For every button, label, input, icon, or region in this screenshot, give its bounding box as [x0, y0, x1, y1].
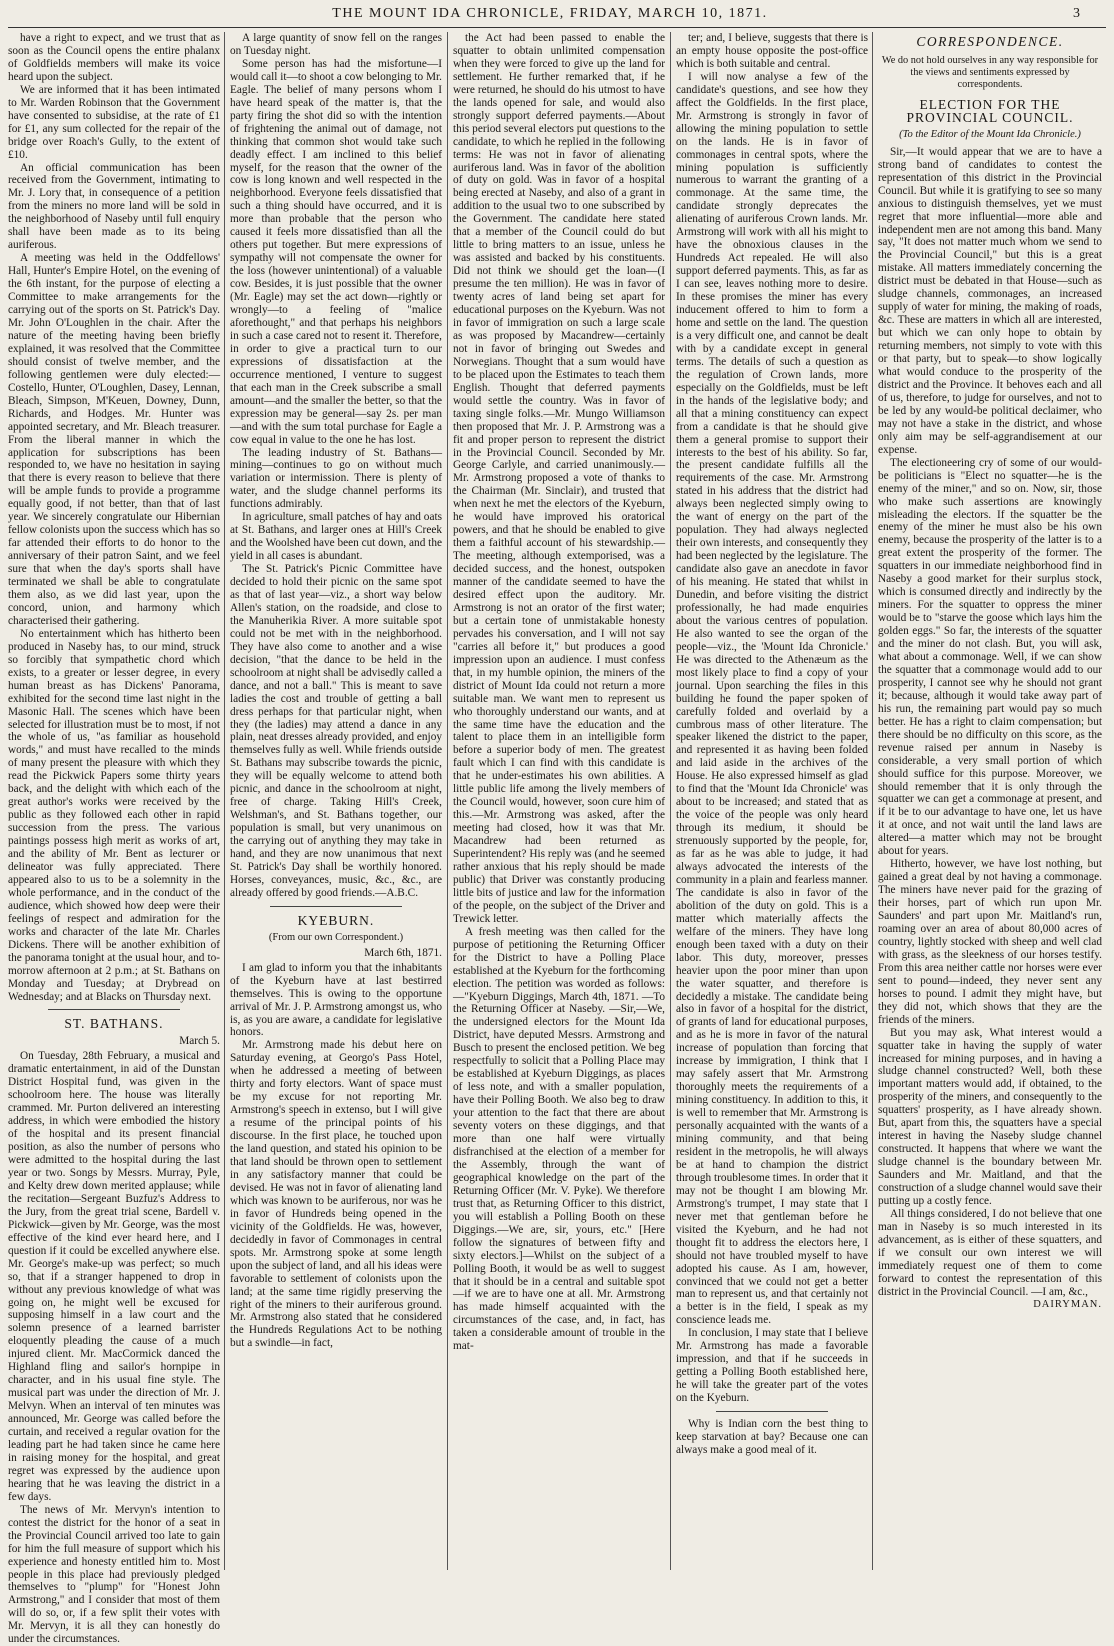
- paragraph: Hitherto, however, we have lost nothing, but gained a great deal by not having a commonage. The miners have never paid for the grazing of their horses, part of which run upon Mr. Saunders' and part upon Mr. Maitland's run, roaming over an area of about 80,000 acres of country, lightly stocked with sheep and well clad with grass, as the sleekness of our horses testify. From this area neither cattle nor horses were ever sent to pound—indeed, they never sent any horses to pound. I admit they might have, but they did not, which shows that they are the friends of the miners.: [878, 858, 1102, 1026]
- masthead-title: THE MOUNT IDA CHRONICLE, FRIDAY, MARCH 10, 1871.: [332, 6, 768, 21]
- letter-title: ELECTION FOR THE PROVINCIAL COUNCIL.: [906, 96, 1074, 125]
- column-1: [8, 32, 220, 1646]
- paragraph: The news of Mr. Mervyn's intention to contest the district for the honor of a seat in the Provincial Council arrived too late to gain for him the full measure of support which his experience and honesty entitled him to. Most people in this place had previously pledged themselves to "plump" for "Honest John Armstrong," and I consider that most of them will do so, or, if a few split their votes with Mr. Mervyn, it is all they can honestly do under the circumstances.: [8, 1503, 220, 1646]
- disclaimer-note: We do not hold ourselves in any way responsible for the views and sentiments expressed by correspondents.: [881, 54, 1099, 90]
- paragraph: The leading industry of St. Bathans—mining—continues to go on without much variation or intermission. There is plenty of water, and the sludge channel performs its functions admirably.: [230, 446, 442, 511]
- paragraph: A meeting was held in the Oddfellows' Hall, Hunter's Empire Hotel, on the evening of the 6th instant, for the purpose of electing a Committee to make arrangements for the carrying out of the sports on St. Patrick's Day. Mr. John O'Loughlen in the chair. After the nature of the meeting having been briefly explained, it was resolved that the Committee should consist of twelve member, and the following gentlemen were duly elected:—Costello, Hunter, O'Loughlen, Dasey, Lennan, Bleach, Simpson, M'Keuen, Downey, Dunn, Richards, and Hodges. Mr. Hunter was appointed secretary, and Mr. Bleach treasurer. From the liberal manner in which the application for subscriptions has been responded to, we have no hesitation in saying that there is every reason to believe that there will be ample funds to provide a programme equally good, if not better, than that of last year. We sincerely congratulate our Hibernian fellow colonists upon the success which has so far attended their efforts to do honor to the anniversary of their patron Saint, and we feel sure that when the day's sports shall have terminated we shall be able to congratulate them also, as we did last year, upon the concord, union, and harmony which characterised their gathering.: [8, 252, 220, 627]
- paragraph: The electioneering cry of some of our would-be politicians is "Elect no squatter—he is the enemy of the miner," and so on. Now, sir, those who make such assertions are knowingly misleading the electors. If the squatter be the enemy of the miner he must also be his own enemy, because the prosperity of the latter is to a great extent the prosperity of the former. The squatters in our immediate neighborhood find in Naseby a good market for their surplus stock, which is consumed directly and indirectly by the miners. For the squatter to oppress the miner would be to "starve the goose which lays him the golden eggs." So far, the interests of the squatter and the miner do not clash. But, you will ask, what about a commonage. Well, if we can show the squatter that a commonage would add to our prosperity, I cannot see why he should not grant it; because, although it would take away part of his run, the remaining part would pay so much better. He has a right to claim compensation; but there should be no difficulty on this score, as the revenue raised per annum in Naseby is considerable, a very small portion of which should suffice for this purpose. Moreover, we should remember that it is only through the squatter we can get a commonage at present, and if it be to our advantage to have one, let us have it at once, and not wait until the land laws are altered—a matter which may not be brought about for years.: [878, 456, 1102, 858]
- paragraph: In agriculture, small patches of hay and oats at St. Bathans, and larger ones at Hill's Creek and the Woolshed have been cut down, and the yield in all cases is abundant.: [230, 511, 442, 563]
- masthead: [0, 0, 1114, 30]
- paragraph: A fresh meeting was then called for the purpose of petitioning the Returning Officer for the District to have a Polling Place established at the Kyeburn for the forthcoming election. The petition was worded as follows:—"Kyeburn Diggings, March 4th, 1871. —To the Returning Officer at Naseby. —Sir,—We, the undersigned electors for the Mount Ida District, have deputed Messrs. Armstrong and Busch to present the enclosed petition. We beg respectfully to solicit that a Polling Place may be established at Kyeburn Diggings, as places of less note, and with a smaller population, have their Polling Booth. We also beg to draw your attention to the fact that there are about seventy voters on these diggings, and that more than one half were virtually disfranchised at the election of a member for the Assembly, through the want of geographical knowledge on the part of the Returning Officer (Mr. V. Pyke). We therefore trust that, as Returning Officer to this district, you will establish a Polling Booth on these Diggings.—We are, sir, yours, etc." [Here follow the signatures of between fifty and sixty electors.]—Whilst on the subject of a Polling Booth, it would be as well to suggest that it should be in a central and suitable spot—if we are to have one at all. Mr. Armstrong has made himself acquainted with the circumstances of the case, and, in fact, has taken a considerable amount of trouble in the mat-: [453, 925, 665, 1353]
- dateline: March 6th, 1871.: [364, 946, 442, 959]
- paragraph: The St. Patrick's Picnic Committee have decided to hold their picnic on the same spot as that of last year—viz., a short way below Allen's station, on the roadside, and close to the Manuherikia River. A more suitable spot could not be met with in the neighborhood. They have also come to another and a wise decision, "that the dance to be held in the schoolroom at night shall be advisedly called a dance, and not a ball." This is meant to save ladies the cost and trouble of getting a ball dress perhaps for that particular night, when they (the ladies) may attend a dance in any plain, neat dresses already provided, and enjoy themselves fully as well. While friends outside St. Bathans may subscribe towards the picnic, they will be equally welcome to attend both picnic, and dance in the schoolroom at night, free of charge. Taking Hill's Creek, Welshman's, and St. Bathans together, our population is small, but very unanimous on the carrying out of anything they may take in hand, and they are now unanimous that next St. Patrick's Day shall be worthily honored. Horses, conveyances, music, &c., &c., are already offered by good friends.—A.B.C.: [230, 563, 442, 899]
- paragraph: An official communication has been received from the Government, intimating to Mr. J. Lory that, in consequence of a petition from the miners no more land will be sold in the neighborhood of Naseby until full enquiry shall have been made as to its being auriferous.: [8, 161, 220, 252]
- column-divider: [447, 32, 448, 1570]
- paragraph: Mr. Armstrong made his debut here on Saturday evening, at Georgo's Pass Hotel, when he addressed a meeting of between thirty and forty electors. Want of space must be my excuse for not reporting Mr. Armstrong's speech in extenso, but I will give a resume of the principal points of his discourse. In the first place, he touched upon the land question, and stated his opinion to be that land should be thrown open to settlement in any satisfactory manner that could be devised. He was not in favor of alienating land which was known to be auriferous, nor was he in favor of Hundreds being opened in the vicinity of the Goldfields. He was, however, decidedly in favor of Commonages in central spots. Mr. Armstrong spoke at some length upon the subject of land, and all his ideas were favorable to settlement of colonists upon the land; at the same time rigidly preserving the right of the miners to their auriferous ground. Mr. Armstrong also stated that he considered the Hundreds Regulations Act to be nothing but a swindle—in fact,: [230, 1039, 442, 1350]
- column-2: [230, 32, 442, 1570]
- column-divider: [670, 32, 671, 1570]
- column-divider: [224, 32, 225, 1570]
- letter-address: (To the Editor of the Mount Ida Chronicle.): [899, 128, 1081, 140]
- page-number: 3: [1073, 6, 1080, 21]
- section-rule: [270, 906, 402, 907]
- paragraph: ter; and, I believe, suggests that there is an empty house opposite the post-office which is both suitable and central.: [676, 32, 868, 70]
- section-rule: [716, 1411, 828, 1412]
- dateline: March 5.: [179, 1035, 220, 1048]
- letter-signature: DAIRYMAN.: [1033, 1298, 1102, 1310]
- section-heading: CORRESPONDENCE.: [916, 34, 1064, 49]
- section-subheading: (From our own Correspondent.): [268, 931, 404, 943]
- paragraph: the Act had been passed to enable the squatter to obtain unlimited compensation when they were forced to give up the land for settlement. He further remarked that, if he were returned, he should do his utmost to have the lands opened for sale, and would also strongly support deferred payments.—About this period several electors put questions to the candidate, to which he replied in the following terms: He was not in favor of alienating auriferous land. Was in favor of the abolition of duty on gold. Was in favor of a hospital being erected at Naseby, and also of a grant in addition to the usual two to one subscribed by the Government. The candidate here stated that a member of the Council could do but little to bring matters to an issue, unless he was assisted and backed by his constituents. Did not think we should get the loan—(I presume the ten million). He was in favor of twenty acres of land being set apart for educational purposes on the Kyeburn. Was not in favor of immigration on such a large scale as was proposed by Macandrew—certainly not in favor of bringing out Swedes and Norwegians. Thought that a sum would have to be placed upon the Estimates to teach them English. Thought that deferred payments would settle the country. Was in favor of taxing single folks.—Mr. Mungo Williamson then proposed that Mr. J. P. Armstrong was a fit and proper person to represent the district in the Provincial Council. Seconded by Mr. George Carlyle, and carried unanimously.—Mr. Armstrong proposed a vote of thanks to the Chairman (Mr. Sinclair), and trusted that when next he met the electors of the Kyeburn, he would have improved his oratorical powers, and that he should be enabled to give them a faithful account of his stewardship.—The meeting, although extemporised, was a decided success, and the honest, outspoken manner of the candidate seemed to have the desired effect upon the auditory. Mr. Armstrong is not an orator of the first water; but a certain tone of unmistakable honesty pervades his conversation, and I will not say "carries all before it," but produces a good impression upon an audience. I must confess that, in my humble opinion, the miners of the district of Mount Ida could not return a more suitable man. We want men to represent us who thoroughly understand our wants, and at the same time have the education and the talent to place them in an intelligible form before a superior body of men. The greatest fault which I can find with this candidate is that he under-estimates his own abilities. A little public life among the lively members of the Council would, however, soon cure him of this.—Mr. Armstrong was asked, after the meeting had closed, how it was that Mr. Macandrew had been returned as Superintendent? His reply was (and he seemed rather anxious that his reply should be made public) that Driver was constantly producing little bits of justice and law for the information of the people, on the subject of the Driver and Trewick letter.: [453, 32, 665, 925]
- paragraph: No entertainment which has hitherto been produced in Naseby has, to our mind, struck so forcibly that sympathetic chord which exists, to a greater or lesser degree, in every human breast as has Dickens' Panorama, exhibited for the second time last night in the Masonic Hall. The scenes which have been selected for illustration must be to most, if not the whole of us, "as familiar as household words," and must have recalled to the minds of many present the pleasure with which they read the Pickwick Papers some thirty years back, and the delight with which each of the great author's works were received by the public as they followed each other in rapid succession from the press. The various paintings possess high merit as works of art, and the ability of Mr. Bent as lecturer or delineator was fully appreciated. There appeared also to us to be a solemnity in the whole performance, and in the conduct of the audience, which showed how deep were their feelings of respect and admiration for the works and character of the late Mr. Charles Dickens. There will be another exhibition of the panorama tonight at the usual hour, and to-morrow afternoon at 2 p.m.; at St. Bathans on Monday and Tuesday; at Drybread on Wednesday; and at Blacks on Thursday next.: [8, 627, 220, 1003]
- section-rule: [48, 1009, 180, 1010]
- section-heading: KYEBURN.: [297, 912, 375, 928]
- paragraph: In conclusion, I may state that I believe Mr. Armstrong has made a favorable impression, and that if he succeeds in getting a Polling Booth established here, he will take the greater part of the votes on the Kyeburn.: [676, 1327, 868, 1405]
- paragraph: have a right to expect, and we trust that as soon as the Council opens the entire phalanx of Goldfields members will make its voice heard upon the subject.: [8, 32, 220, 83]
- paragraph: A large quantity of snow fell on the ranges on Tuesday night.: [230, 32, 442, 57]
- masthead-rule: [8, 27, 1106, 28]
- section-heading: ST. BATHANS.: [64, 1016, 164, 1032]
- paragraph: On Tuesday, 28th February, a musical and dramatic entertainment, in aid of the Dunstan District Hospital fund, was given in the schoolroom here. The house was literally crammed. Mr. Purton delivered an interesting address, in which were embodied the history of the hospital and its present financial position, as also the number of persons who were admitted to the hospital during the last year or two. Songs by Messrs. Murray, Pyle, and Kelty drew down merited applause; while the recitation—Sergeant Buzfuz's Address to the Jury, from the great trial scene, Bardell v. Pickwick—given by Mr. George, was the most effective of the kind ever heard here, and I question if it could be excelled anywhere else. Mr. George's make-up was perfect; so much so, that if a stranger happened to drop in without any previous knowledge of what was going on, he might well be excused for supposing himself in a law court and the solemn presence of a learned barrister eloquently pleading the cause of a much injured client. Mr. MacCormick danced the Highland fling and sailor's hornpipe in character, and in his usual fine style. The musical part was under the direction of Mr. J. Melvyn. When an interval of ten minutes was announced, Mr. George was called before the curtain, and received a regular ovation for the leading part he had taken since he came here in raising money for the hospital, and great regret was expressed by the audience upon hearing that he was leaving the district in a few days.: [8, 1050, 220, 1503]
- paragraph: Some person has had the misfortune—I would call it—to shoot a cow belonging to Mr. Eagle. The belief of many persons whom I have heard speak of the matter is, that the party firing the shot did so with the intention of frightening the animal out of damage, not thinking that common shot would take such deadly effect. I am inclined to this belief myself, for the reason that the owner of the cow is long known and well respected in the neighborhood. Everyone feels dissatisfied that such a thing should have occurred, and it is more than probable that the person who caused it feels more dissatisfied than all the others put together. But mere expressions of sympathy will not compensate the owner for the loss (however unintentional) of a valuable cow. Besides, it is just possible that the owner (Mr. Eagle) may set the act down—rightly or wrongly—to a feeling of "malice aforethought," and that perhaps his neighbors in such a case cared not to resent it. Therefore, in order to give a practical turn to our expressions of dissatisfaction at the occurrence mentioned, I venture to suggest that each man in the Creek subscribe a small amount—and the smaller the better, so that the expression may be general—say 2s. per man—and with the sum total purchase for Eagle a cow equal in value to the one he has lost.: [230, 57, 442, 446]
- column-divider: [872, 32, 873, 1570]
- paragraph: Why is Indian corn the best thing to keep starvation at bay? Because one can always make a good meal of it.: [676, 1418, 868, 1456]
- paragraph: But you may ask, What interest would a squatter take in having the supply of water increased for mining purposes, and in having a sludge channel constructed? Well, both these important matters would add, if obtained, to the prosperity of the miners, and consequently to the squatters' prosperity, as I have already shown. But, apart from this, the squatters have a special interest in having the Naseby sludge channel constructed. It happens that where we want the sludge channel is the boundary between Mr. Saunders and Mr. Maitland, and that the construction of a sludge channel would save their putting up a costly fence.: [878, 1026, 1102, 1208]
- paragraph: All things considered, I do not believe that one man in Naseby is so much interested in its advancement, as is either of these squatters, and if we consult our own interest we will immediately request one of them to come forward to contest the representation of this district in the Provincial Council. —I am, &c.,: [878, 1207, 1102, 1298]
- paragraph: I will now analyse a few of the candidate's questions, and see how they affect the Goldfields. In the first place, Mr. Armstrong is strongly in favor of allowing the mining population to settle on the lands. He is in favor of commonages in central spots, where the mining population is sufficiently numerous to warrant the granting of a commonage. At the same time, the candidate strongly deprecates the alienating of auriferous Crown lands. Mr. Armstrong will work with all his might to have the obnoxious clauses in the Hundreds Act repealed. He will also support deferred payments. This, as far as I can see, leaves nothing more to desire. In these promises the miner has every inducement offered to him to form a home and settle on the land. The question is a very difficult one, and cannot be dealt with by a candidate except in general terms. The details of such a question as the regulation of Crown lands, more especially on the Goldfields, must be left in the hands of the legislative body; and all that a mining constituency can expect from a candidate is that he should give them a general promise to support their interests to the best of his ability. So far, the present candidate fulfills all the requirements of the case. Mr. Armstrong stated in his address that the district had always been neglected simply owing to the want of energy on the part of the population. They had always neglected their own interests, and consequently they had been neglected by the legislature. The candidate also gave an anecdote in favor of his meaning. He stated that whilst in Dunedin, and before visiting the district professionally, he had made enquiries about the various centres of population. He also wanted to see the organ of the people—viz., the 'Mount Ida Chronicle.' He was directed to the Athenæum as the most likely place to find a copy of your journal. Upon searching the files in this building he found the paper spoken of carefully folded and overlaid by a cumbrous mass of other literature. The speaker likened the district to the paper, and represented it as having been folded and laid aside in the archives of the House. He also expressed himself as glad to find that the 'Mount Ida Chronicle' was about to be increased; and stated that as the voice of the people was only heard through its medium, it should be strenuously supported by the people, for, as far as he was able to judge, it had always advocated the interests of the community in a plain and fearless manner. The candidate is also in favor of the abolition of the duty on gold. This is a matter which materially affects the welfare of the miners. They have long enough been taxed with a duty on their labor. This duty, moreover, presses heavier upon the poor miner than upon the water squatter, and therefore is decidedly a mistake. The candidate being also in favor of a hospital for the district, of grants of land for educational purposes, and as he is more in favor of the natural increase of population than forcing that increase by immigration, I think that I may safely assert that Mr. Armstrong thoroughly meets the requirements of a mining constituency. In addition to this, it is well to remember that Mr. Armstrong is personally acquainted with the wants of a mining community, and that being resident in the metropolis, he will always be at hand to champion the district through troublesome times. In order that it may not be thought I am blowing Mr. Armstrong's trumpet, I may state that I never met that gentleman before he visited the Kyeburn, and he had not thought fit to address the electors here, I should not have troubled myself to have adopted his cause. As I am, however, convinced that we could not get a better man to represent us, and that certainly not a better is in the field, I speak as my conscience leads me.: [676, 70, 868, 1327]
- paragraph: I am glad to inform you that the inhabitants of the Kyeburn have at last bestirred themselves. This is owing to the opportune arrival of Mr. J. P. Armstrong amongst us, who is, as you are aware, a candidate for legislative honors.: [230, 961, 442, 1039]
- column-3: [453, 32, 665, 1570]
- paragraph: Sir,—It would appear that we are to have a strong band of candidates to contest the representation of this district in the Provincial Council. But while it is gratifying to see so many anxious to distinguish themselves, yet we must regret that more influential—more able and independent men are not among this band. Many say, "It does not matter much whom we send to the Provincial Council," but this is a great mistake. All matters immediately concerning the district must be debated in that House—such as sludge channels, commonages, an increased supply of water for mining, the making of roads, &c. These are matters in which all are interested, but which we can only hope to obtain by returning members, not simply to vote with this or that party, but to speak—to show logically what would conduce to the prosperity of the district and the Province. It behoves each and all of us, therefore, to judge for ourselves, and not to be led by any would-be political declaimer, who may not have a stake in the district, and whose only aim may be self-aggrandisement at our expense.: [878, 145, 1102, 456]
- paragraph: We are informed that it has been intimated to Mr. Warden Robinson that the Government have consented to subsidise, at the rate of £1 for £1, any sum collected for the repair of the bridge over Roach's Gully, to the extent of £10.: [8, 83, 220, 161]
- column-4: [676, 32, 868, 1570]
- column-5: [878, 32, 1102, 1570]
